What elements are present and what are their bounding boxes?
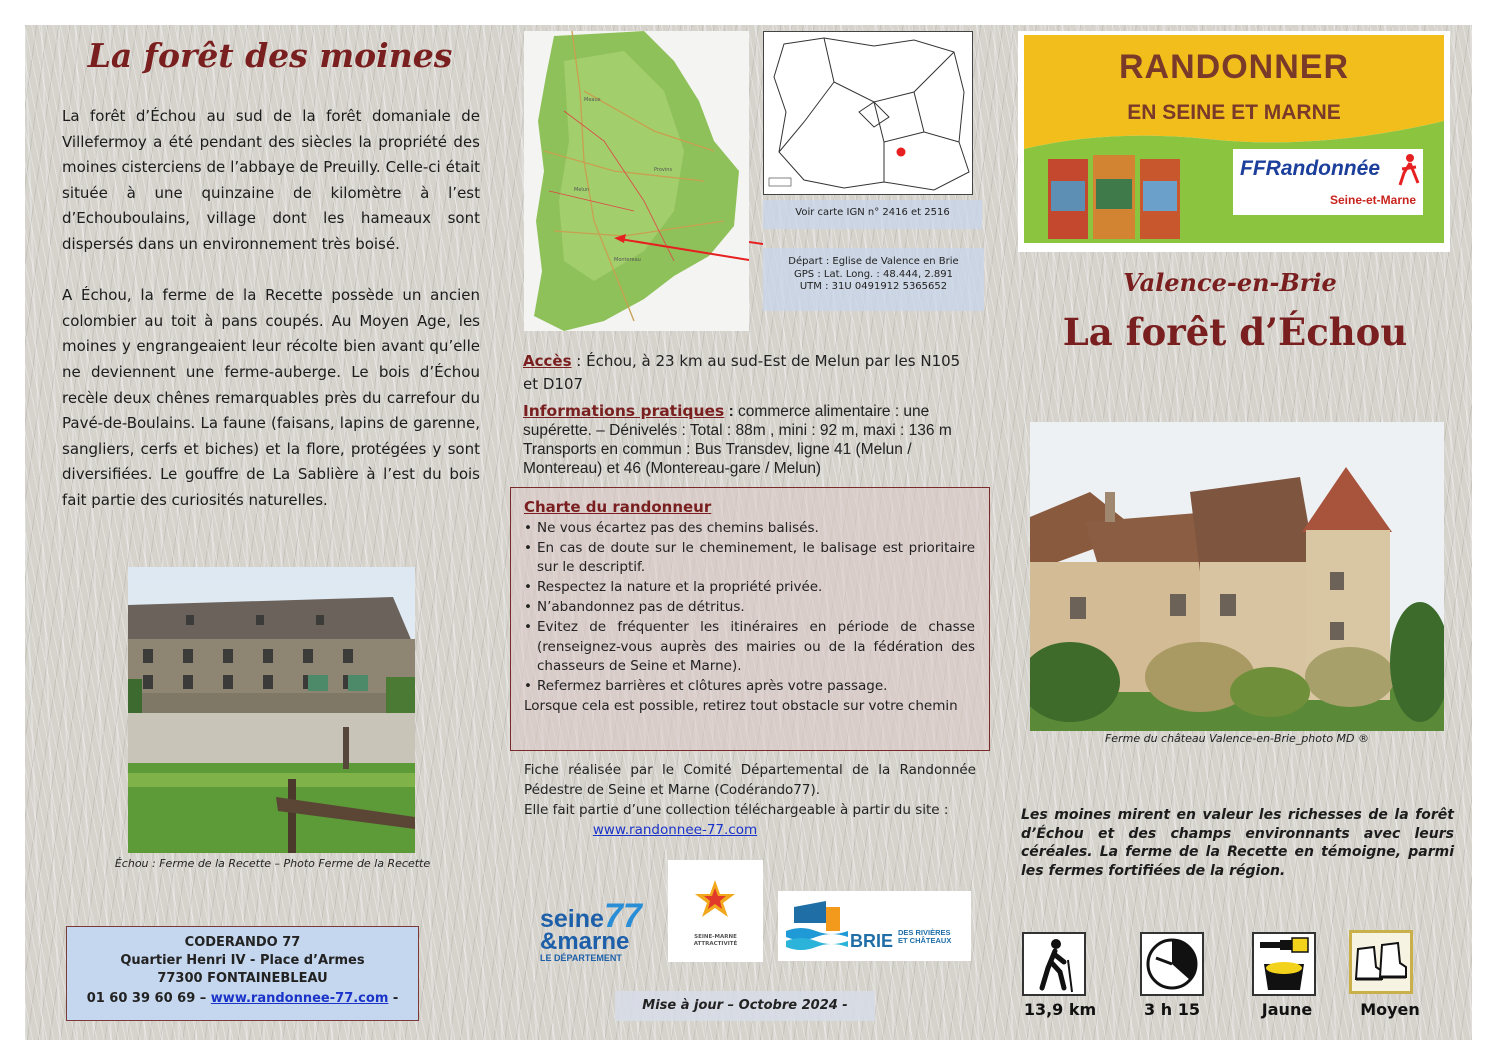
info-pratiques-label: Informations pratiques [523, 402, 725, 420]
acces-label: Accès [523, 352, 572, 370]
brie-chateaux-text: ET CHÂTEAUX [898, 936, 952, 945]
ign-map-note: Voir carte IGN n° 2416 et 2516 [763, 200, 982, 229]
left-title: La forêt des moines [87, 36, 453, 75]
depart-location: Départ : Eglise de Valence en Brie [788, 256, 959, 267]
charte-list [524, 519, 975, 697]
seine-marne-attractivite-logo [668, 860, 763, 962]
charte-footer: Lorsque cela est possible, retirez tout obstacle sur votre chemin [524, 697, 958, 714]
contact-phone-line [67, 990, 418, 1008]
route-title: La forêt d’Échou [1062, 310, 1408, 354]
route-location-map [524, 31, 749, 331]
fiche-credits [524, 760, 976, 840]
charte-item: • En cas de doute sur le cheminement, le balisage est prioritaire sur le descriptif. [524, 539, 975, 579]
hiker-icon [1022, 932, 1086, 996]
contact-phone: 01 60 39 60 69 – [86, 991, 211, 1006]
left-text [62, 104, 480, 539]
paragraph-history: La forêt d’Échou au sud de la forêt domaniale de Villefermoy a été pendant des siècles la propriété des moines cisterciens de l’abbaye de Preuilly. Celle-ci était située à une quinzaine de kilomètre à l’est d’Echouboulains, village dont les hameaux sont dispersés dans un environnement très boisé. [62, 107, 480, 253]
paragraph-ferme: A Échou, la ferme de la Recette possède un ancien colombier au toit à pans coupés. Au Moyen Age, les moines y engrangeaient leur récolte bien avant qu’elle ne deviennent une ferme-auberge. Le bois d’Échou recèle deux chênes remarquables près du carrefour du Pavé-de-Boulains. La faune (faisans, lapins de garenne, sangliers, cerfs et biches) et la flore, protégées y sont diversifiées. Le gouffre de La Sablière à l’est du bois fait partie des curiosités naturelles. [62, 286, 480, 509]
difficulty-value: Moyen [1360, 1000, 1420, 1019]
depart-info-box [763, 248, 984, 311]
banner-seine-marne: EN SEINE ET MARNE [1127, 101, 1341, 124]
charte-item: • Refermez barrières et clôtures après votre passage. [524, 677, 975, 697]
svg-text:Meaux: Meaux [584, 97, 601, 103]
route-summary: Les moines mirent en valeur les richesses de la forêt d’Échou et des champs environnants avec leurs céréales. La ferme de la Recette en témoigne, parmi les fermes fortifiées de la région. [1021, 807, 1454, 879]
acces-text: : Échou, à 23 km au sud-Est de Melun par les N105 et D107 [523, 352, 961, 393]
info-pratiques-text: commerce alimentaire : une supérette. – Dénivelés : Total : 88m , mini : 92 m, maxi : 136 m Transports en commun : Bus Transdev, ligne 41 (Melun / Montereau) et 46 (Montereau-gare / Melun) [523, 403, 952, 477]
logo-marne-text: &marne [540, 928, 630, 955]
charte-item: • Ne vous écartez pas des chemins balisés. [524, 519, 975, 539]
depart-utm: UTM : 31U 0491912 5365652 [799, 281, 948, 292]
info-pratiques-paragraph [523, 402, 975, 478]
info-pratiques-sep: : [724, 403, 739, 420]
fiche-author: Fiche réalisée par le Comité Départemental de la Randonnée Pédestre de Seine et Marne (Codérando77). [524, 762, 976, 798]
photo-chateau [1030, 422, 1444, 731]
randonner-banner [1018, 31, 1450, 252]
map-pointer-extension [749, 230, 763, 234]
ffr-logo-text: FFRandonnée [1240, 157, 1380, 180]
charte-item: • Evitez de fréquenter les itinéraires en période de chasse (renseignez-vous auprès des mairies ou de la fédération des chasseurs de Seine et Marne). [524, 618, 975, 677]
clock-icon [1140, 932, 1204, 996]
brie-subtitle [898, 929, 951, 945]
charte-du-randonneur-box [510, 487, 990, 751]
brie-rivieres-text: DES RIVIÈRES [898, 928, 951, 937]
logo-seine-text: seine [540, 905, 604, 933]
star-icon [668, 860, 763, 930]
charte-item: • Respectez la nature et la propriété privée. [524, 578, 975, 598]
contact-box [66, 926, 419, 1021]
depart-gps: GPS : Lat. Long. : 48.444, 2.891 [794, 268, 953, 280]
brie-rivieres-chateaux-logo [778, 891, 971, 961]
distance-value: 13,9 km [1023, 1000, 1097, 1019]
acces-paragraph [523, 350, 975, 396]
brie-text: BRIE [850, 931, 894, 951]
photo-chateau-caption: Ferme du château Valence-en-Brie_photo MD ® [1104, 732, 1370, 745]
logo-77-text: 77 [603, 897, 642, 935]
paint-brush-icon [1252, 932, 1316, 996]
contact-city: 77300 FONTAINEBLEAU [157, 971, 328, 986]
charte-item: • N’abandonnez pas de détritus. [524, 598, 975, 618]
hiker-logo-icon [1398, 153, 1420, 187]
contact-address: Quartier Henri IV - Place d’Armes [120, 953, 365, 968]
update-date: Mise à jour – Octobre 2024 - [615, 991, 875, 1021]
svg-text:Melun: Melun [574, 187, 590, 193]
photo-ferme-recette [128, 567, 415, 853]
charte-title: Charte du randonneur [524, 498, 712, 516]
seine-et-marne-logo [540, 884, 660, 964]
castle-wave-icon [786, 901, 848, 953]
svg-text:Provins: Provins [654, 167, 673, 173]
photo-ferme-caption: Échou : Ferme de la Recette – Photo Ferme de la Recette [114, 857, 431, 870]
attractivite-text: SEINE-MARNE ATTRACTIVITÉ [693, 934, 738, 947]
contact-website-link[interactable]: www.randonnee-77.com [210, 991, 389, 1006]
balisage-value: Jaune [1261, 1000, 1313, 1019]
fiche-website-link[interactable]: www.randonnee-77.com [592, 822, 758, 838]
svg-text:Montereau: Montereau [614, 257, 641, 263]
fiche-collection: Elle fait partie d’une collection téléchargeable à partir du site : [524, 802, 949, 818]
contact-suffix: - [388, 991, 399, 1006]
ffr-seine-marne-text: Seine-et-Marne [1330, 193, 1417, 207]
boots-icon [1349, 930, 1413, 994]
contact-org: CODERANDO 77 [184, 935, 301, 950]
logo-departement-text: LE DÉPARTEMENT [540, 953, 622, 963]
access-info [523, 350, 975, 478]
ile-de-france-locator-map [763, 31, 973, 195]
duration-value: 3 h 15 [1144, 1000, 1200, 1019]
fiche-link-line [524, 820, 976, 840]
town-name: Valence-en-Brie [1123, 268, 1337, 297]
banner-randonner: RANDONNER [1119, 48, 1349, 86]
